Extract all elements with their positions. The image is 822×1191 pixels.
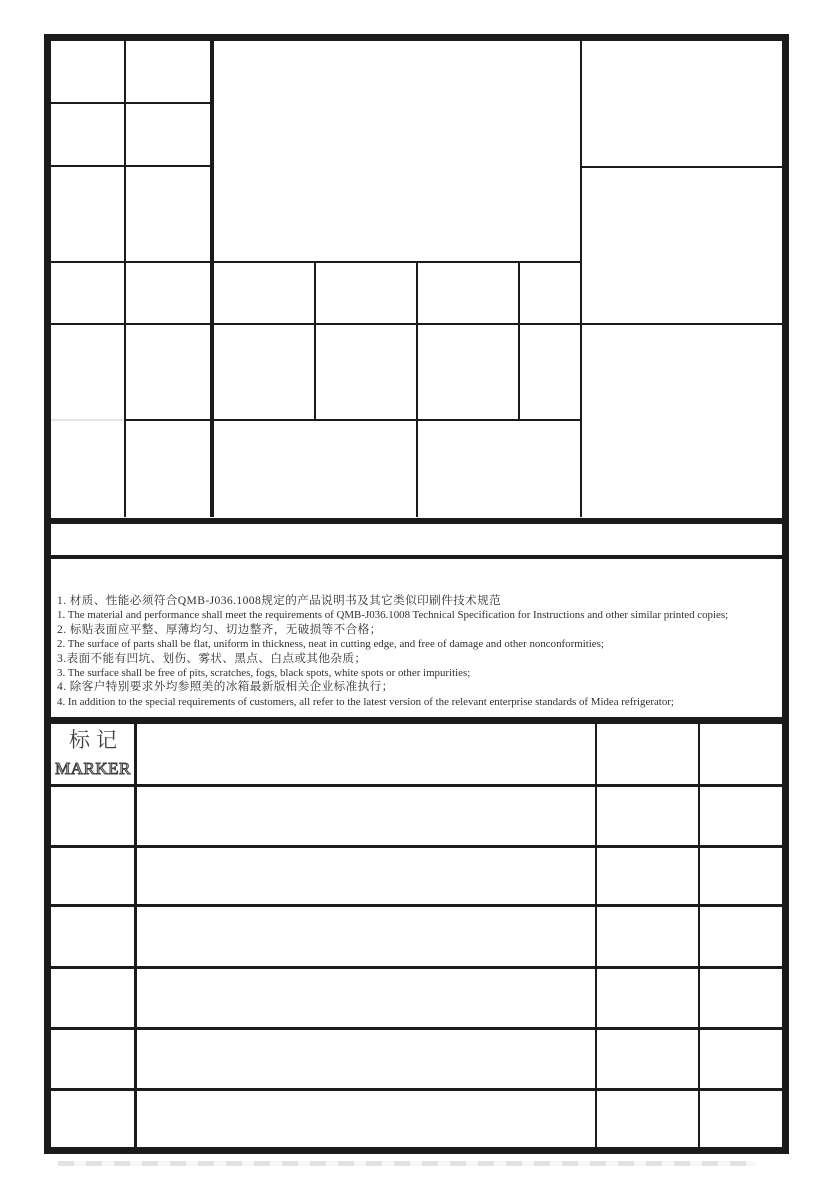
note-line: 4. 除客户特别要求外均参照美的冰箱最新版相关企业标准执行； — [57, 680, 394, 694]
grid-line — [51, 165, 210, 167]
technical-notes — [57, 594, 773, 709]
grid-line — [51, 261, 582, 263]
note-line: 1. The material and performance shall meet the requirements of QMB-J036.1008 Technical Specification for Instructions and other similar printed copies; — [57, 609, 729, 622]
grid-line — [124, 419, 582, 421]
scan-artifact — [58, 1161, 756, 1166]
grid-line — [595, 724, 597, 1147]
grid-line — [51, 102, 210, 104]
section-divider — [44, 518, 789, 524]
grid-line — [51, 1027, 782, 1030]
grid-line — [51, 904, 782, 907]
note-line: 3. The surface shall be free of pits, scratches, fogs, black spots, white spots or other impurities; — [57, 667, 471, 680]
note-line: 2. 标贴表面应平整、厚薄均匀、切边整齐，无破损等不合格； — [57, 622, 382, 636]
grid-line — [124, 41, 126, 517]
grid-line-faint — [51, 419, 124, 421]
section-divider — [44, 717, 789, 724]
revision-marker-table — [51, 724, 782, 1147]
grid-line — [416, 261, 418, 517]
grid-line — [518, 261, 520, 420]
grid-line — [210, 41, 214, 517]
note-line: 3.表面不能有凹坑、划伤、雾状、黑点、白点或其他杂质； — [57, 651, 367, 665]
grid-line — [51, 1088, 782, 1091]
marker-label-en: MARKER — [55, 759, 131, 778]
note-line: 1. 材质、性能必须符合QMB-J036.1008规定的产品说明书及其它类似印刷件技术规范 — [57, 594, 502, 607]
note-line: 2. The surface of parts shall be flat, uniform in thickness, neat in cutting edge, and free of damage and other nonconformities; — [57, 638, 604, 651]
grid-line — [698, 724, 700, 1147]
blank-band — [51, 523, 782, 555]
grid-line — [314, 261, 316, 420]
grid-line — [51, 323, 782, 325]
section-divider — [44, 555, 789, 559]
marker-label-cn: 标记 — [69, 728, 123, 752]
grid-line — [582, 166, 782, 168]
grid-line — [134, 724, 137, 1147]
grid-line — [51, 784, 782, 787]
grid-line — [51, 845, 782, 848]
note-line: 4. In addition to the special requirements of customers, all refer to the latest version of the relevant enterprise standards of Midea refrigerator; — [57, 695, 674, 708]
grid-line — [580, 41, 582, 517]
grid-line — [51, 966, 782, 969]
